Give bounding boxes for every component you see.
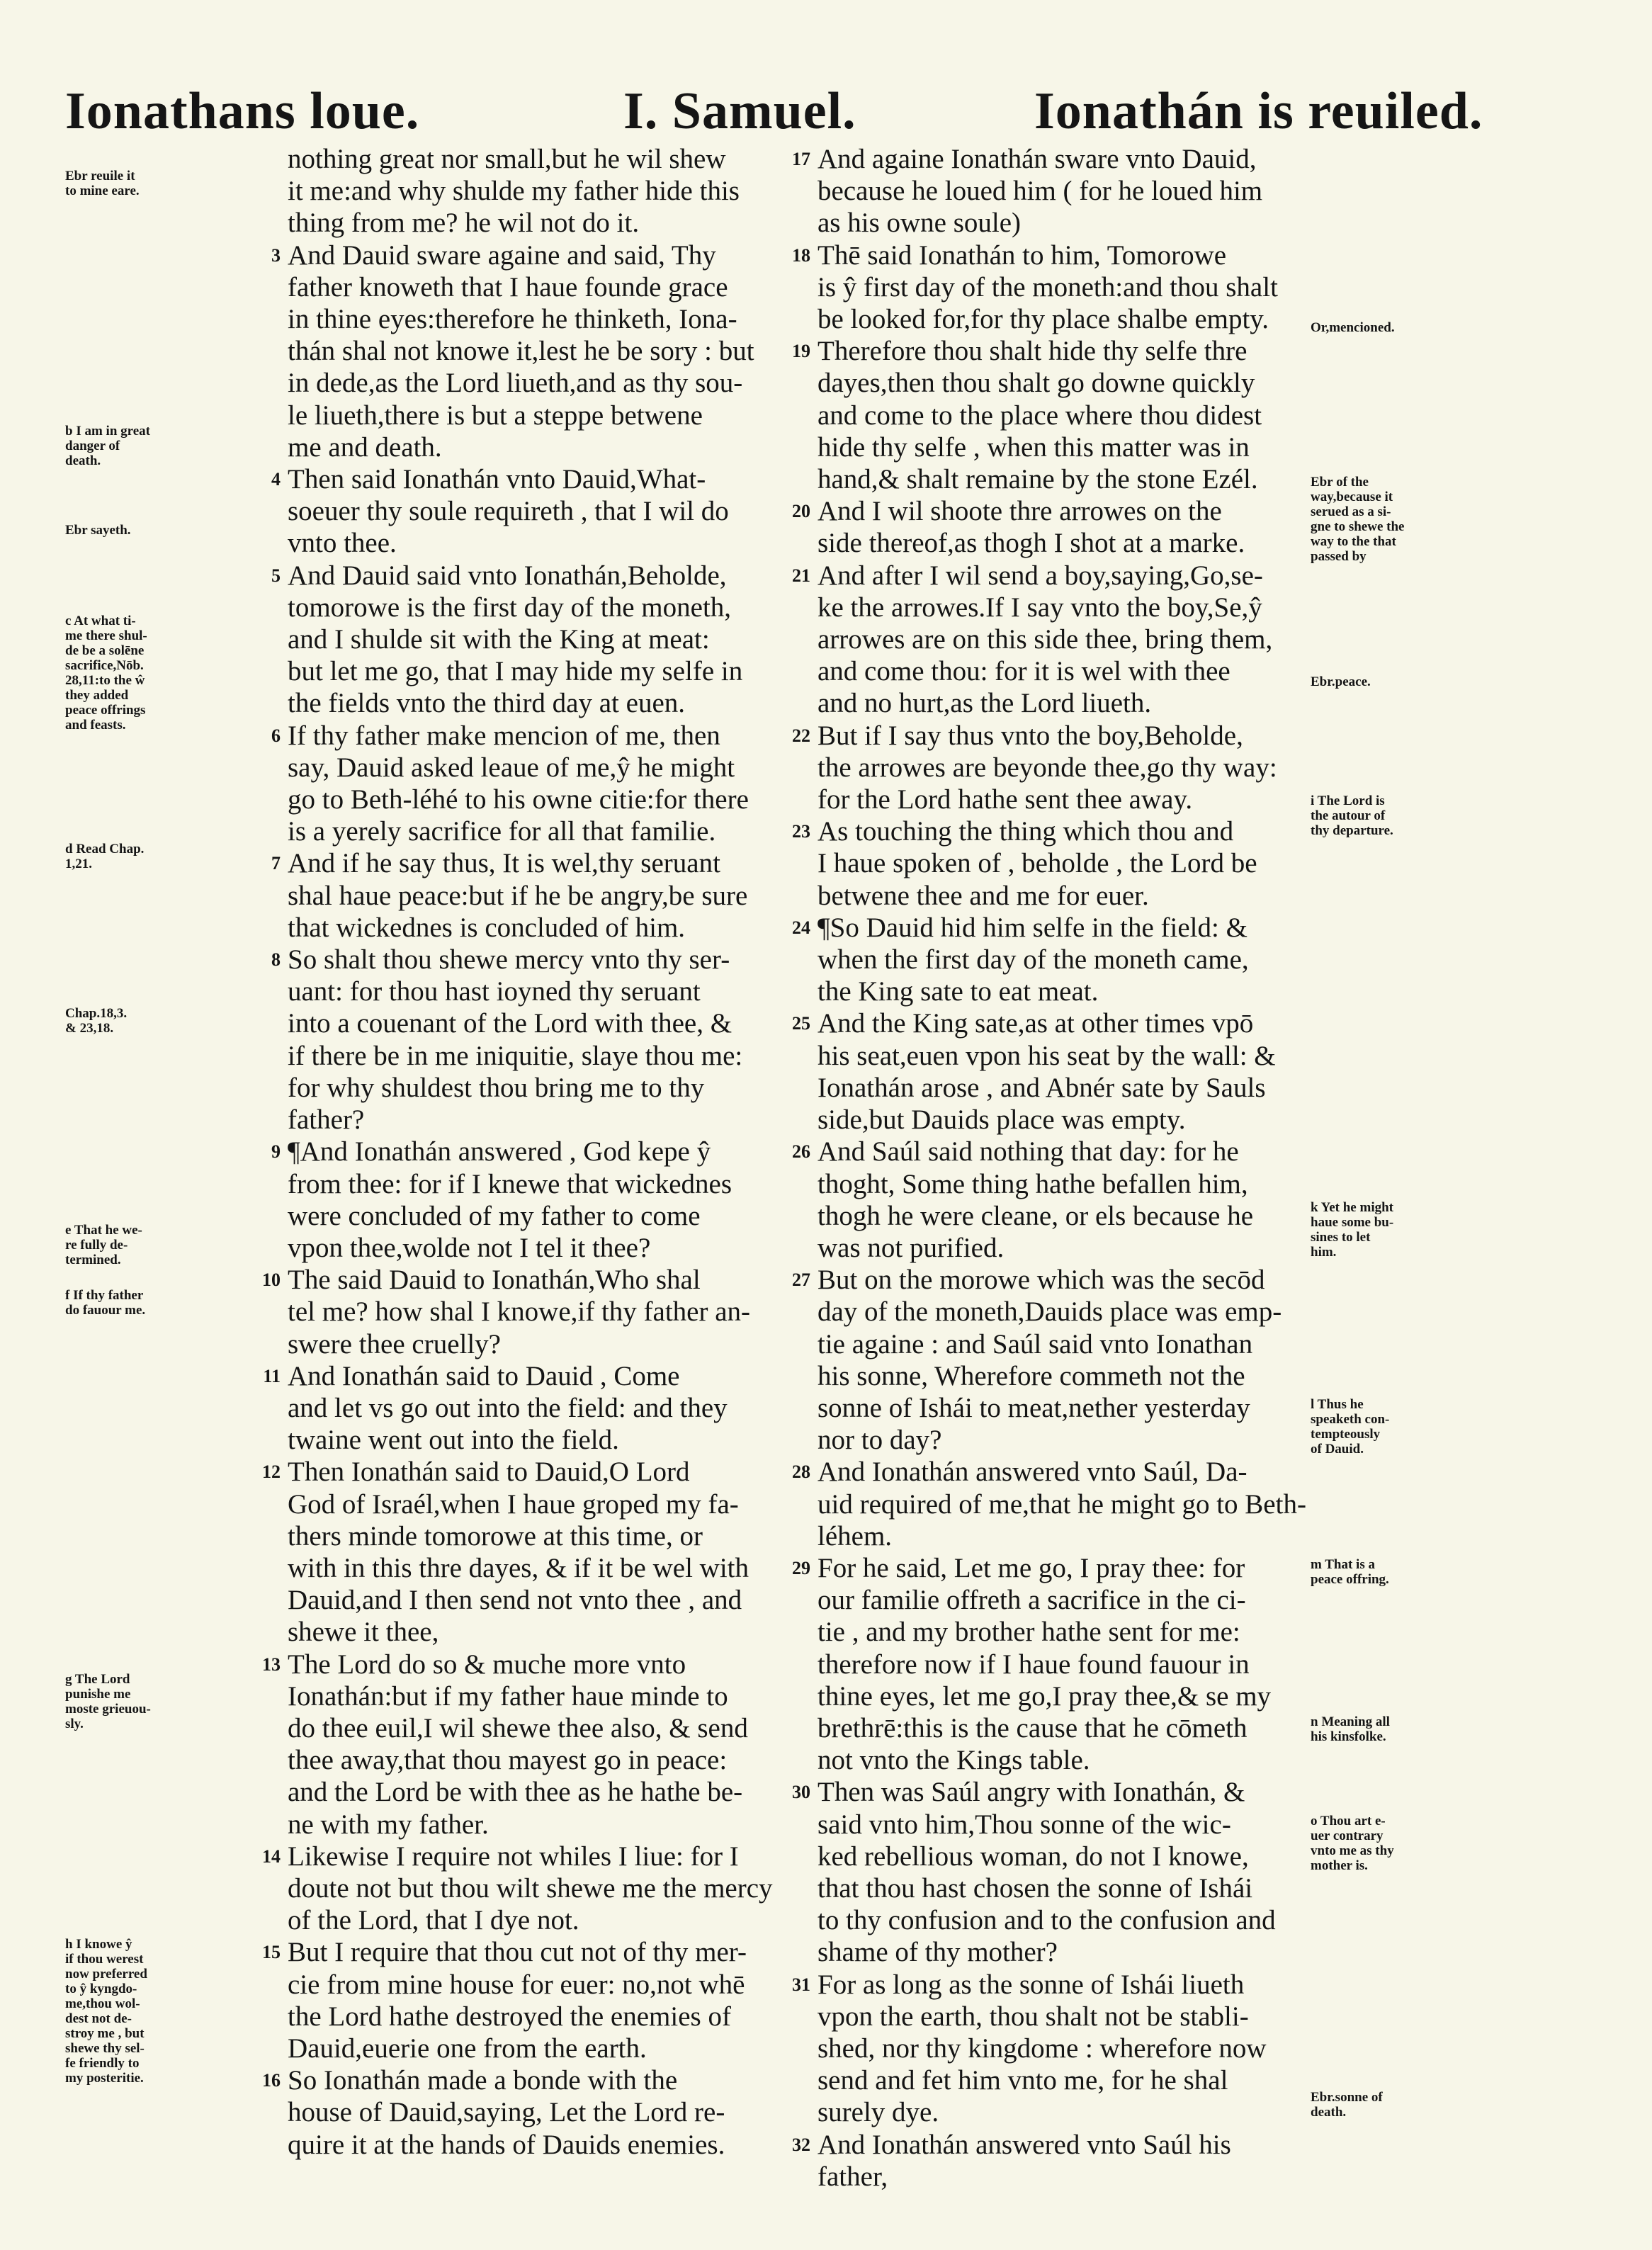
text-line: as his owne soule) (817, 208, 1022, 239)
text-line: father? (288, 1104, 365, 1136)
text-line: do thee euil,I wil shewe thee also, & send (288, 1712, 748, 1743)
verse-text (288, 143, 777, 239)
text-line: and I shulde sit with the King at meat: (288, 624, 710, 655)
text-line: Dauid,and I then send not vnto thee , and (288, 1585, 742, 1616)
verse-number: 31 (792, 1974, 810, 1995)
margin-note: h I knowe ŷ if thou werest now preferred to ŷ kyngdo- me,thou wol- dest not de- stroy me , but shewe thy sel- fe friendly to my posteritie. (65, 1937, 147, 2086)
verse (249, 143, 777, 239)
verse (779, 912, 1314, 1008)
text-line: ¶And Ionathán answered , God kepe ŷ (288, 1136, 711, 1168)
verse-text (817, 815, 1314, 912)
verse (249, 1649, 777, 1841)
text-line: So Ionathán made a bonde with the (288, 2065, 678, 2096)
verse-number: 27 (792, 1270, 810, 1291)
text-line: The said Dauid to Ionathán,Who shal (288, 1265, 701, 1296)
verse (249, 1456, 777, 1648)
verse-text (288, 2064, 777, 2161)
verse (249, 944, 777, 1136)
verse (779, 495, 1314, 559)
text-column-right (779, 143, 1314, 2193)
running-head-book: I. Samuel. (623, 82, 856, 140)
text-line: Thē said Ionathán to him, Tomorowe (817, 239, 1227, 271)
text-line: But on the morowe which was the secōd (817, 1265, 1265, 1296)
text-line: betwene thee and me for euer. (817, 880, 1149, 911)
text-line: If thy father make mencion of me, then (288, 720, 720, 751)
verse (249, 463, 777, 560)
verse-text (817, 1136, 1314, 1264)
text-line: hide thy selfe , when this matter was in (817, 431, 1250, 463)
verse-text (817, 335, 1314, 495)
text-line: le liueth,there is but a steppe betwene (288, 400, 703, 431)
text-line: were concluded of my father to come (288, 1200, 701, 1231)
verse-number: 20 (792, 501, 810, 522)
text-line: not vnto the Kings table. (817, 1745, 1090, 1776)
verse (249, 560, 777, 720)
text-line: arrowes are on this side thee, bring them, (817, 624, 1273, 655)
verse-text (288, 1456, 777, 1648)
text-line: therefore now if I haue found fauour in (817, 1649, 1250, 1680)
text-line: shewe it thee, (288, 1617, 439, 1648)
text-line: tomorowe is the first day of the moneth, (288, 592, 732, 623)
text-line: it me:and why shulde my father hide this (288, 176, 740, 207)
margin-note: l Thus he speaketh con- tempteously of Dauid. (1311, 1397, 1390, 1457)
verse (249, 720, 777, 848)
text-line: God of Israél,when I haue groped my fa- (288, 1488, 739, 1520)
text-line: tie , and my brother hathe sent for me: (817, 1617, 1240, 1648)
text-line: from thee: for if I knewe that wickednes (288, 1168, 732, 1199)
text-line: side,but Dauids place was empty. (817, 1104, 1186, 1136)
text-line: swere thee cruelly? (288, 1328, 501, 1359)
text-line: to thy confusion and to the confusion and (817, 1905, 1276, 1936)
text-line: And Ionathán said to Dauid , Come (288, 1360, 680, 1391)
text-line: The Lord do so & muche more vnto (288, 1649, 686, 1680)
text-line: thogh he were cleane, or els because he (817, 1200, 1254, 1231)
text-line: vnto thee. (288, 528, 397, 559)
verse (779, 1264, 1314, 1456)
verse-number: 23 (792, 821, 810, 842)
margin-note: m That is a peace offring. (1311, 1557, 1389, 1587)
text-line: me and death. (288, 431, 442, 463)
text-line: ked rebellious woman, do not I knowe, (817, 1841, 1249, 1872)
margin-note: d Read Chap. 1,21. (65, 842, 145, 871)
margin-note: g The Lord punishe me moste grieuou- sly. (65, 1672, 151, 1731)
verse (249, 2064, 777, 2161)
text-line: tie againe : and Saúl said vnto Ionathan (817, 1328, 1253, 1359)
margin-note: f If thy father do fauour me. (65, 1288, 146, 1318)
verse-number: 13 (262, 1653, 281, 1675)
text-line: shal haue peace:but if he be angry,be sure (288, 880, 748, 911)
verse (779, 560, 1314, 720)
verse (249, 1936, 777, 2064)
text-line: thán shal not knowe it,lest he be sory : but (288, 336, 754, 367)
text-line: his sonne, Wherefore commeth not the (817, 1360, 1245, 1391)
verse-number: 32 (792, 2134, 810, 2155)
verse-number: 15 (262, 1942, 281, 1963)
text-line: into a couenant of the Lord with thee, & (288, 1008, 732, 1039)
text-line: And Dauid said vnto Ionathán,Beholde, (288, 560, 727, 591)
verse-text (817, 239, 1314, 336)
text-line: and no hurt,as the Lord liueth. (817, 688, 1152, 719)
text-line: his seat,euen vpon his seat by the wall: & (817, 1040, 1276, 1071)
text-line: that thou hast chosen the sonne of Ishái (817, 1872, 1253, 1904)
verse-text (817, 143, 1314, 239)
text-line: shed, nor thy kingdome : wherefore now (817, 2033, 1267, 2064)
verse (249, 1360, 777, 1457)
text-line: sonne of Ishái to meat,nether yesterday (817, 1392, 1250, 1423)
text-line: the Lord hathe destroyed the enemies of (288, 2001, 731, 2032)
text-line: quire it at the hands of Dauids enemies. (288, 2129, 725, 2160)
verse-number: 6 (271, 725, 281, 746)
text-line: surely dye. (817, 2097, 939, 2128)
margin-note: Ebr reuile it to mine eare. (65, 169, 140, 198)
verse-number: 24 (792, 917, 810, 938)
verse-number: 25 (792, 1013, 810, 1034)
text-line: house of Dauid,saying, Let the Lord re- (288, 2097, 725, 2128)
verse (779, 815, 1314, 912)
text-line: uid required of me,that he might go to Beth- (817, 1488, 1306, 1520)
verse-number: 9 (271, 1141, 281, 1163)
text-line: And the King sate,as at other times vpō (817, 1008, 1254, 1039)
text-line: but let me go, that I may hide my selfe in (288, 656, 743, 687)
verse-number: 3 (271, 244, 281, 266)
text-line: thoght, Some thing hathe befallen him, (817, 1168, 1248, 1199)
margin-note: b I am in great danger of death. (65, 424, 150, 468)
verse-number: 5 (271, 565, 281, 586)
text-line: father knoweth that I haue founde grace (288, 271, 728, 303)
verse-number: 29 (792, 1557, 810, 1578)
text-line: said vnto him,Thou sonne of the wic- (817, 1809, 1231, 1840)
verse-text (817, 1969, 1314, 2129)
margin-note: i The Lord is the autour of thy departure. (1311, 793, 1393, 838)
text-line: and the Lord be with thee as he hathe be- (288, 1777, 743, 1808)
verse-text (817, 912, 1314, 1008)
text-line: doute not but thou wilt shewe me the mercy (288, 1872, 773, 1904)
text-line: and come to the place where thou didest (817, 400, 1262, 431)
verse (779, 1776, 1314, 1968)
text-line: twaine went out into the field. (288, 1425, 619, 1456)
verse-text (817, 1264, 1314, 1456)
text-line: But if I say thus vnto the boy,Beholde, (817, 720, 1243, 751)
running-head-right: Ionathán is reuiled. (1034, 82, 1483, 140)
text-line: that wickednes is concluded of him. (288, 912, 686, 943)
margin-note: Ebr.sonne of death. (1311, 2090, 1383, 2120)
text-line: go to Beth-léhé to his owne citie:for there (288, 784, 749, 815)
verse-text (817, 720, 1314, 816)
text-line: with in this thre dayes, & if it be wel with (288, 1552, 749, 1583)
text-line: and come thou: for it is wel with thee (817, 656, 1230, 687)
verse-text (817, 2129, 1314, 2193)
text-column-left (249, 143, 777, 2161)
verse-number: 12 (262, 1462, 281, 1483)
text-line: uant: for thou hast ioyned thy seruant (288, 976, 701, 1007)
text-line: because he loued him ( for he loued him (817, 176, 1263, 207)
verse-text (288, 944, 777, 1136)
text-line: say, Dauid asked leaue of me,ŷ he might (288, 752, 735, 783)
margin-note: k Yet he might haue some bu- sines to let him. (1311, 1200, 1394, 1260)
verse-text (817, 1456, 1314, 1552)
verse-text (288, 847, 777, 944)
text-line: and let vs go out into the field: and they (288, 1392, 728, 1423)
text-line: For as long as the sonne of Ishái liueth (817, 1969, 1245, 2000)
text-line: Ionathán arose , and Abnér sate by Sauls (817, 1072, 1266, 1103)
verse-text (288, 1936, 777, 2064)
text-line: the fields vnto the third day at euen. (288, 688, 686, 719)
verse (249, 1264, 777, 1360)
verse-number: 7 (271, 853, 281, 874)
text-line: And Ionathán answered vnto Saúl, Da- (817, 1457, 1248, 1488)
margin-note: n Meaning all his kinsfolke. (1311, 1714, 1390, 1744)
verse (249, 1136, 777, 1264)
verse (779, 335, 1314, 495)
text-line: As touching the thing which thou and (817, 816, 1234, 847)
text-line: léhem. (817, 1520, 893, 1551)
verse-text (288, 720, 777, 848)
text-line: Then Ionathán said to Dauid,O Lord (288, 1457, 690, 1488)
text-line: send and fet him vnto me, for he shal (817, 2065, 1228, 2096)
text-line: And after I wil send a boy,saying,Go,se- (817, 560, 1263, 591)
verse-text (288, 1264, 777, 1360)
verse-number: 18 (792, 244, 810, 266)
verse-number: 8 (271, 949, 281, 971)
text-line: For he said, Let me go, I pray thee: for (817, 1552, 1245, 1583)
text-line: for why shuldest thou bring me to thy (288, 1072, 705, 1103)
verse-number: 14 (262, 1845, 281, 1867)
verse-number: 19 (792, 341, 810, 362)
verse-number (249, 143, 288, 239)
verse-text (817, 1776, 1314, 1968)
text-line: dayes,then thou shalt go downe quickly (817, 368, 1255, 399)
verse-text (817, 495, 1314, 559)
verse-number: 30 (792, 1782, 810, 1803)
text-line: And I wil shoote thre arrowes on the (817, 496, 1222, 527)
text-line: And Saúl said nothing that day: for he (817, 1136, 1239, 1168)
verse-number: 16 (262, 2070, 281, 2091)
text-line: if there be in me iniquitie, slaye thou me: (288, 1040, 743, 1071)
verse-text (288, 1360, 777, 1457)
verse-text (288, 463, 777, 560)
verse (779, 1136, 1314, 1264)
verse-text (288, 239, 777, 463)
margin-note: Ebr.peace. (1311, 674, 1371, 689)
text-line: in dede,as the Lord liueth,and as thy sou- (288, 368, 743, 399)
text-line: ke the arrowes.If I say vnto the boy,Se,ŷ (817, 592, 1262, 623)
verse (249, 847, 777, 944)
text-line: is a yerely sacrifice for all that familie. (288, 816, 716, 847)
text-line: But I require that thou cut not of thy mer- (288, 1937, 747, 1968)
verse (779, 720, 1314, 816)
text-line: ne with my father. (288, 1809, 489, 1840)
text-line: ¶So Dauid hid him selfe in the field: & (817, 912, 1248, 943)
text-line: father, (817, 2161, 888, 2192)
text-line: And Dauid sware againe and said, Thy (288, 239, 716, 271)
text-line: shame of thy mother? (817, 1937, 1058, 1968)
verse-text (288, 560, 777, 720)
text-line: cie from mine house for euer: no,not whē (288, 1969, 745, 2000)
text-line: Then was Saúl angry with Ionathán, & (817, 1777, 1245, 1808)
text-line: tel me? how shal I knowe,if thy father an- (288, 1296, 751, 1328)
text-line: brethrē:this is the cause that he cōmeth (817, 1712, 1248, 1743)
verse-number: 28 (792, 1462, 810, 1483)
text-line: hand,& shalt remaine by the stone Ezél. (817, 464, 1258, 495)
verse (779, 1456, 1314, 1552)
running-head-left: Ionathans loue. (65, 82, 420, 140)
text-line: vpon thee,wolde not I tel it thee? (288, 1232, 651, 1263)
text-line: vpon the earth, thou shalt not be stabli- (817, 2001, 1249, 2032)
verse-text (817, 1552, 1314, 1776)
verse-text (288, 1136, 777, 1264)
text-line: be looked for,for thy place shalbe empty. (817, 304, 1269, 335)
text-line: Dauid,euerie one from the earth. (288, 2033, 647, 2064)
verse-number: 21 (792, 565, 810, 586)
verse-text (817, 560, 1314, 720)
text-line: Likewise I require not whiles I liue: for I (288, 1841, 739, 1872)
verse-number: 11 (263, 1365, 281, 1386)
verse-number: 22 (792, 725, 810, 746)
text-line: of the Lord, that I dye not. (288, 1905, 579, 1936)
margin-note: e That he we- re fully de- termined. (65, 1223, 142, 1267)
text-line: I haue spoken of , beholde , the Lord be (817, 848, 1257, 879)
margin-note: c At what ti- me there shul- de be a solēne sacrifice,Nōb. 28,11:to the ŵ they added peace offrings and feasts. (65, 614, 147, 733)
verse (779, 239, 1314, 336)
text-line: soeuer thy soule requireth , that I wil do (288, 496, 729, 527)
text-line: And againe Ionathán sware vnto Dauid, (817, 144, 1257, 174)
text-line: So shalt thou shewe mercy vnto thy ser- (288, 944, 730, 976)
text-line: thee away,that thou mayest go in peace: (288, 1745, 728, 1776)
verse (249, 239, 777, 463)
verse (779, 143, 1314, 239)
text-line: And Ionathán answered vnto Saúl his (817, 2129, 1231, 2160)
text-line: Then said Ionathán vnto Dauid,What- (288, 464, 706, 495)
text-line: thers minde tomorowe at this time, or (288, 1520, 703, 1551)
margin-note: Ebr sayeth. (65, 523, 131, 538)
text-line: the arrowes are beyonde thee,go thy way: (817, 752, 1277, 783)
verse (779, 2129, 1314, 2193)
text-line: our familie offreth a sacrifice in the ci- (817, 1585, 1246, 1616)
margin-note: Or,mencioned. (1311, 320, 1395, 335)
text-line: day of the moneth,Dauids place was emp- (817, 1296, 1282, 1328)
text-line: Ionathán:but if my father haue minde to (288, 1680, 728, 1712)
text-line: side thereof,as thogh I shot at a marke. (817, 528, 1245, 559)
margin-note: Chap.18,3. & 23,18. (65, 1006, 128, 1036)
verse-text (817, 1007, 1314, 1136)
text-line: is ŷ first day of the moneth:and thou shalt (817, 271, 1278, 303)
text-line: in thine eyes:therefore he thinketh, Iona- (288, 304, 737, 335)
verse-number: 26 (792, 1141, 810, 1163)
text-line: thine eyes, let me go,I pray thee,& se my (817, 1680, 1272, 1712)
verse (779, 1552, 1314, 1776)
text-line: thing from me? he wil not do it. (288, 208, 640, 239)
margin-note: o Thou art e- uer contrary vnto me as thy mother is. (1311, 1814, 1394, 1873)
verse (779, 1007, 1314, 1136)
verse-text (288, 1841, 777, 1937)
verse-number: 4 (271, 469, 281, 490)
text-line: And if he say thus, It is wel,thy seruant (288, 848, 720, 879)
text-line: the King sate to eat meat. (817, 976, 1099, 1007)
text-line: for the Lord hathe sent thee away. (817, 784, 1193, 815)
verse-number: 17 (792, 149, 810, 169)
text-line: nothing great nor small,but he wil shew (288, 144, 726, 174)
verse-text (288, 1649, 777, 1841)
margin-note: Ebr of the way,because it serued as a si- gne to shewe the way to the that passed by (1311, 475, 1405, 564)
text-line: when the first day of the moneth came, (817, 944, 1249, 976)
text-line: Therefore thou shalt hide thy selfe thre (817, 336, 1248, 367)
verse-number: 10 (262, 1270, 281, 1291)
verse (779, 1969, 1314, 2129)
verse (249, 1841, 777, 1937)
text-line: was not purified. (817, 1232, 1005, 1263)
text-line: nor to day? (817, 1425, 942, 1456)
